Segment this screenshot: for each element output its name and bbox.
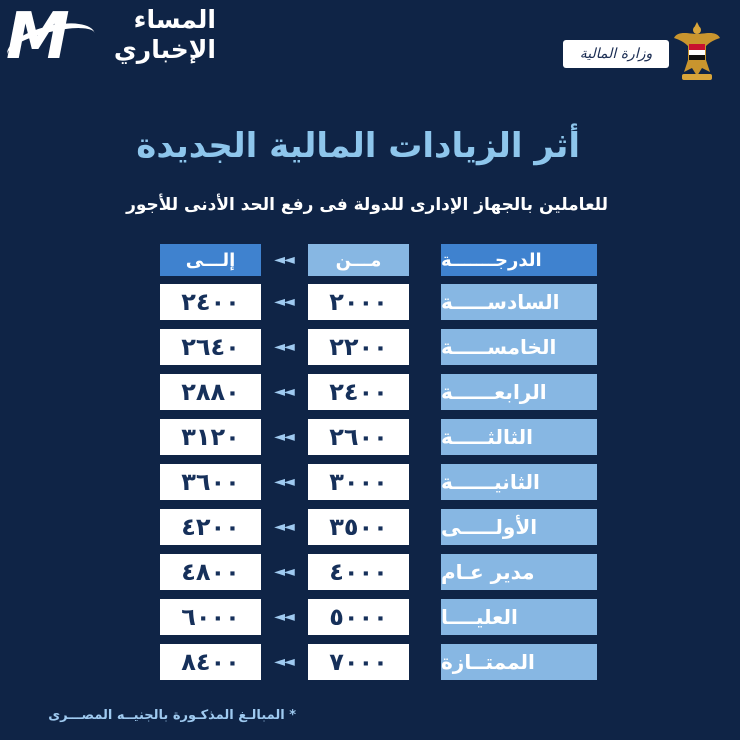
from-value: ٢٠٠٠ bbox=[308, 284, 409, 320]
header-to: إلـــى bbox=[160, 244, 261, 276]
to-value: ٤٨٠٠ bbox=[160, 554, 261, 590]
currency-footnote: * المبالـغ المذكـورة بالجنيــه المصـــرى bbox=[48, 708, 296, 723]
from-value: ٣٥٠٠ bbox=[308, 509, 409, 545]
from-value: ٧٠٠٠ bbox=[308, 644, 409, 680]
to-value: ٨٤٠٠ bbox=[160, 644, 261, 680]
from-value: ٢٢٠٠ bbox=[308, 329, 409, 365]
arrow-icon: ◄◄ bbox=[274, 564, 294, 580]
grade-cell: العليــــا bbox=[441, 599, 597, 635]
to-value: ٢٦٤٠ bbox=[160, 329, 261, 365]
to-value: ٢٤٠٠ bbox=[160, 284, 261, 320]
grade-cell: الثالثـــــة bbox=[441, 419, 597, 455]
header-from: مـــن bbox=[308, 244, 409, 276]
page-title: أثر الزيادات المالية الجديدة bbox=[136, 126, 580, 166]
to-value: ٣٦٠٠ bbox=[160, 464, 261, 500]
to-value: ٦٠٠٠ bbox=[160, 599, 261, 635]
grade-cell: الخامســـــة bbox=[441, 329, 597, 365]
arrow-icon: ◄◄ bbox=[274, 609, 294, 625]
to-value: ٤٢٠٠ bbox=[160, 509, 261, 545]
grade-cell: الثانيــــــة bbox=[441, 464, 597, 500]
ministry-of-finance-label: وزارة المالية bbox=[563, 40, 669, 68]
arrow-icon: ◄◄ bbox=[274, 474, 294, 490]
to-value: ٢٨٨٠ bbox=[160, 374, 261, 410]
grade-cell: الأولـــــى bbox=[441, 509, 597, 545]
page-subtitle: للعاملين بالجهاز الإدارى للدولة فى رفع الحد الأدنى للأجور bbox=[126, 195, 608, 215]
grade-cell: الرابعــــــة bbox=[441, 374, 597, 410]
from-value: ٥٠٠٠ bbox=[308, 599, 409, 635]
logo-text-line2: الإخباري bbox=[113, 35, 216, 64]
arrow-icon: ◄◄ bbox=[274, 519, 294, 535]
arrow-icon: ◄◄ bbox=[274, 384, 294, 400]
el-masaa-logo bbox=[6, 0, 216, 74]
from-value: ٢٤٠٠ bbox=[308, 374, 409, 410]
logo-m-letter: M bbox=[6, 0, 68, 74]
egypt-eagle-emblem-icon bbox=[672, 20, 722, 82]
arrow-icon: ◄◄ bbox=[274, 294, 294, 310]
logo-text-line1: المساء bbox=[133, 5, 216, 34]
grade-cell: مدير عـام bbox=[441, 554, 597, 590]
grade-cell: السادســـــة bbox=[441, 284, 597, 320]
from-value: ٣٠٠٠ bbox=[308, 464, 409, 500]
arrow-icon: ◄◄ bbox=[274, 252, 294, 268]
arrow-icon: ◄◄ bbox=[274, 654, 294, 670]
arrow-icon: ◄◄ bbox=[274, 339, 294, 355]
to-value: ٣١٢٠ bbox=[160, 419, 261, 455]
header-grade: الدرجـــــــة bbox=[441, 244, 597, 276]
from-value: ٢٦٠٠ bbox=[308, 419, 409, 455]
grade-cell: الممتــازة bbox=[441, 644, 597, 680]
arrow-icon: ◄◄ bbox=[274, 429, 294, 445]
from-value: ٤٠٠٠ bbox=[308, 554, 409, 590]
